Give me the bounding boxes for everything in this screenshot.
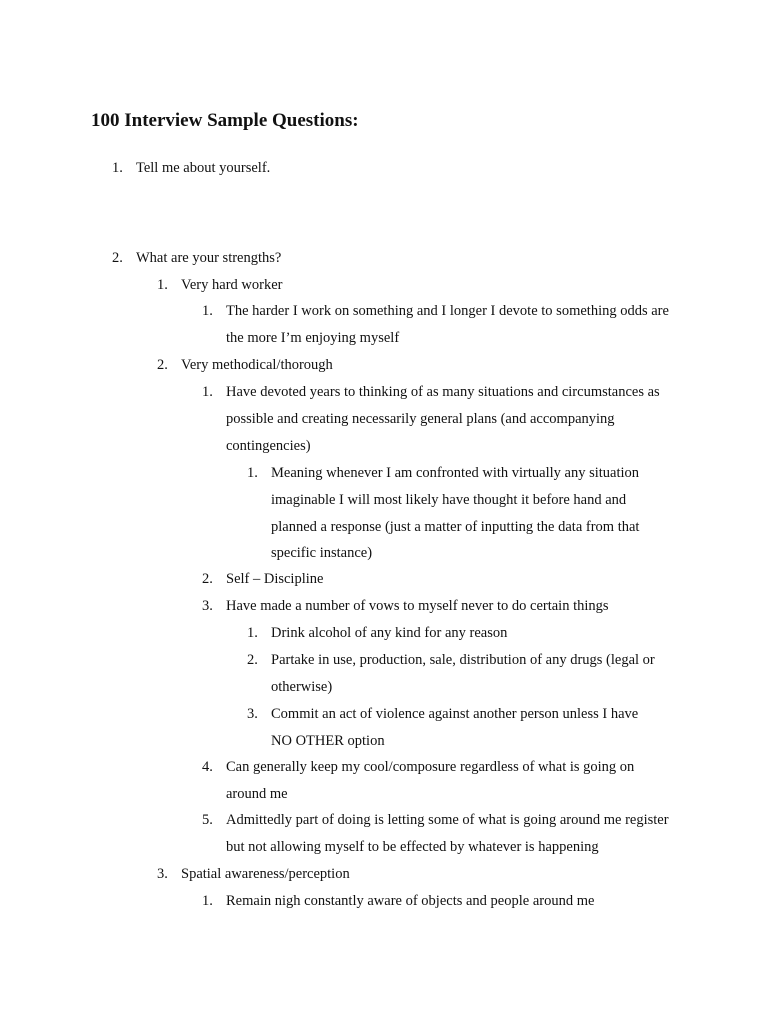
list-number: 1. xyxy=(157,277,168,293)
list-item-strength-methodical xyxy=(157,352,681,379)
list-text: Can generally keep my cool/composure regardless of what is going on around me xyxy=(226,759,635,802)
list-item-strength-hard-worker xyxy=(157,272,681,299)
list-number: 1. xyxy=(202,893,213,909)
list-number: 3. xyxy=(202,598,213,614)
list-number: 2. xyxy=(202,571,213,587)
list-item-methodical-detail xyxy=(202,379,666,459)
list-item-vow-alcohol xyxy=(247,620,676,647)
list-item-hard-worker-detail xyxy=(202,298,676,352)
list-text: Commit an act of violence against another person unless I have NO OTHER option xyxy=(271,706,639,749)
list-text: Partake in use, production, sale, distribution of any drugs (legal or otherwise) xyxy=(271,652,655,695)
list-text: Have made a number of vows to myself never to do certain things xyxy=(226,598,609,614)
list-item-question-1 xyxy=(112,155,696,182)
list-text: Have devoted years to thinking of as many situations and circumstances as possible and creating necessarily general plans (and accompanying contingencies) xyxy=(226,384,660,454)
list-item-spatial-awareness xyxy=(157,861,681,888)
list-text: Meaning whenever I am confronted with virtually any situation imaginable I will most likely have thought it before hand and planned a response (just a matter of inputting the data from that specific instance) xyxy=(271,465,640,562)
list-item-vow-violence xyxy=(247,701,661,755)
list-number: 3. xyxy=(157,866,168,882)
list-number: 2. xyxy=(157,357,168,373)
list-number: 2. xyxy=(112,250,123,266)
list-item-question-2 xyxy=(112,245,696,272)
list-item-vow-drugs xyxy=(247,647,676,701)
list-item-self-discipline xyxy=(202,566,676,593)
list-text: Very methodical/thorough xyxy=(181,357,333,373)
list-text: The harder I work on something and I longer I devote to something odds are the more I’m enjoying myself xyxy=(226,303,669,346)
list-number: 5. xyxy=(202,812,213,828)
list-item-composure xyxy=(202,754,661,808)
list-number: 1. xyxy=(247,465,258,481)
list-number: 2. xyxy=(247,652,258,668)
list-text: Remain nigh constantly aware of objects and people around me xyxy=(226,893,595,909)
list-number: 1. xyxy=(247,625,258,641)
list-item-spatial-detail xyxy=(202,888,676,915)
list-number: 1. xyxy=(202,303,213,319)
list-number: 1. xyxy=(112,160,123,176)
list-item-methodical-sub-detail xyxy=(247,460,666,567)
list-text: Self – Discipline xyxy=(226,571,324,587)
list-text: Spatial awareness/perception xyxy=(181,866,350,882)
list-text: Drink alcohol of any kind for any reason xyxy=(271,625,508,641)
list-text: Very hard worker xyxy=(181,277,283,293)
list-item-vows xyxy=(202,593,676,620)
list-text: Admittedly part of doing is letting some of what is going around me register but not allowing myself to be effected by whatever is happening xyxy=(226,812,669,855)
list-item-admittedly xyxy=(202,807,676,861)
list-number: 1. xyxy=(202,384,213,400)
list-number: 3. xyxy=(247,706,258,722)
list-text: Tell me about yourself. xyxy=(136,160,271,176)
list-number: 4. xyxy=(202,759,213,775)
list-text: What are your strengths? xyxy=(136,250,282,266)
document-title: 100 Interview Sample Questions: xyxy=(91,110,359,131)
